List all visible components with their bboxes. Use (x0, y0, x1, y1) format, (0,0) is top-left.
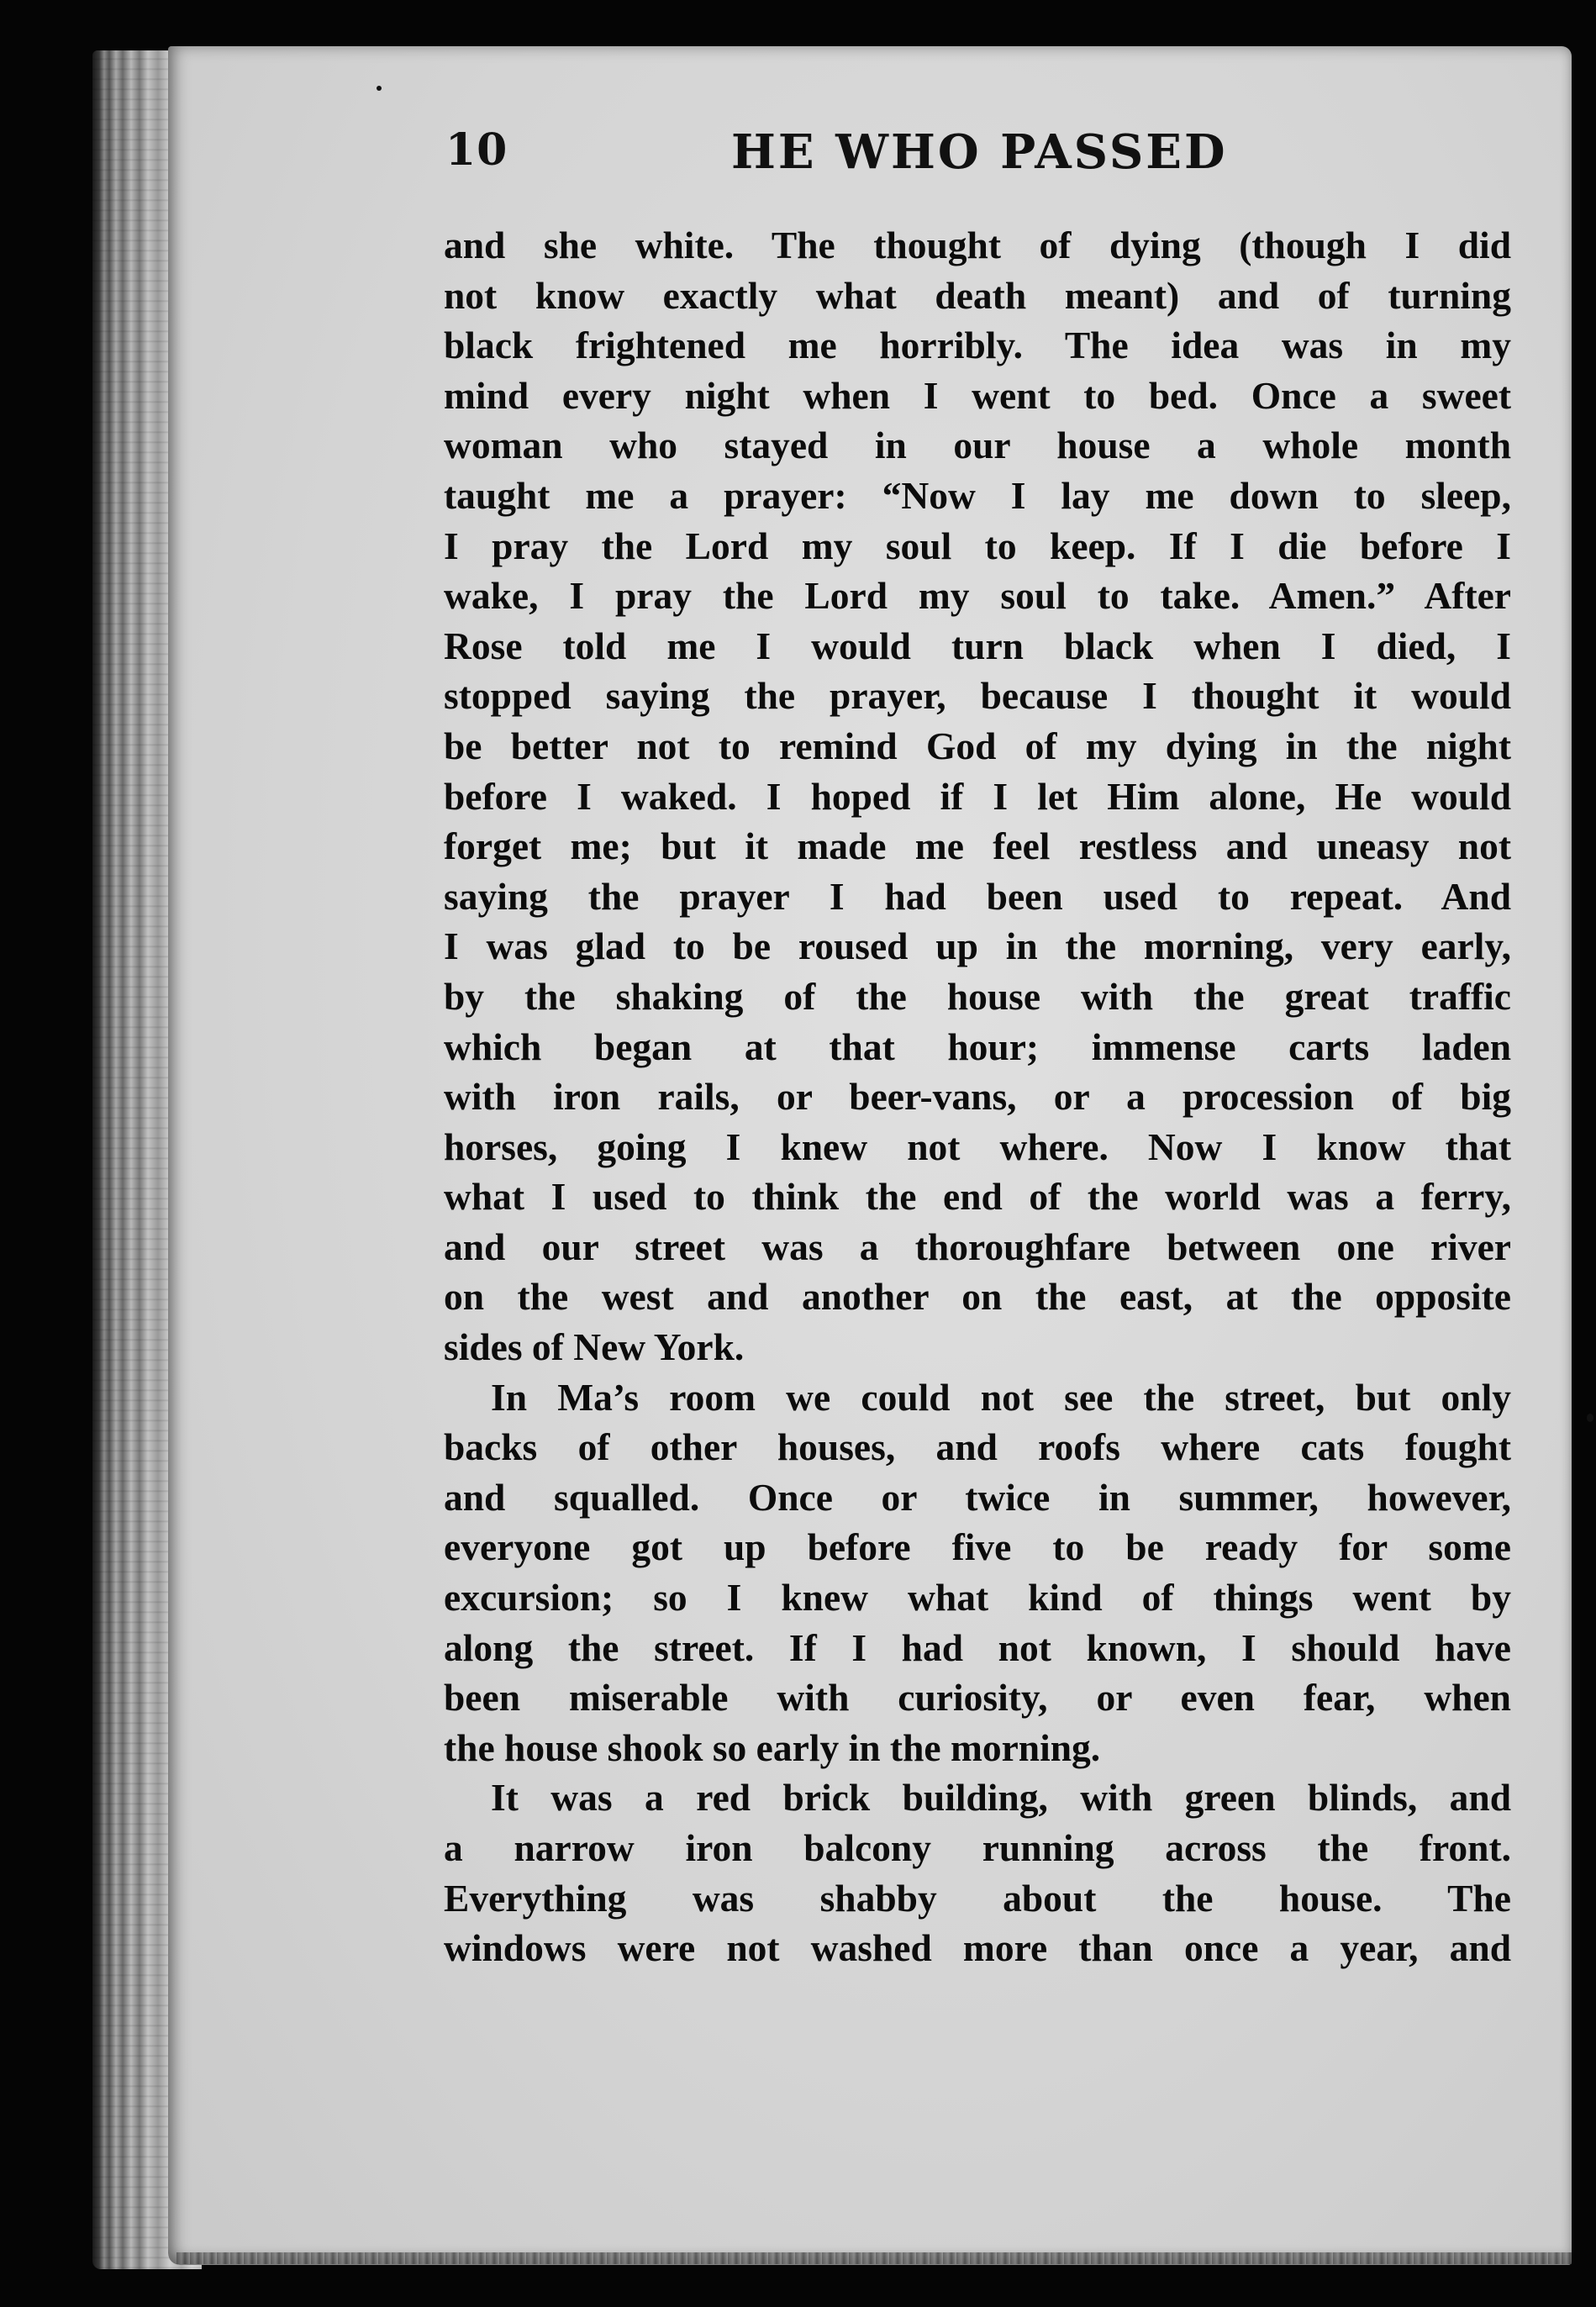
text-line: taught me a prayer: “Now I lay me down to sleep, (444, 473, 1511, 517)
text-line: backs of other houses, and roofs where cats fought (444, 1425, 1511, 1469)
text-line: stopped saying the prayer, because I thought it would (444, 674, 1511, 718)
text-line: along the street. If I had not known, I should have (444, 1625, 1511, 1669)
text-line: windows were not washed more than once a year, and (444, 1926, 1511, 1970)
ink-speck (377, 86, 382, 91)
text-line: saying the prayer I had been used to repeat. And (444, 874, 1511, 918)
text-line: the house shook so early in the morning. (444, 1725, 1101, 1769)
text-line: It was a red brick building, with green blinds, and (491, 1776, 1511, 1820)
text-line: by the shaking of the house with the great traffic (444, 974, 1511, 1018)
text-line: what I used to think the end of the world was a ferry, (444, 1175, 1511, 1219)
text-line: woman who stayed in our house a whole month (444, 424, 1511, 467)
text-line: before I waked. I hoped if I let Him alone, He would (444, 774, 1511, 818)
text-line: with iron rails, or beer-vans, or a procession of big (444, 1075, 1511, 1119)
text-line: which began at that hour; immense carts laden (444, 1024, 1511, 1068)
text-line: and our street was a thoroughfare between one river (444, 1225, 1511, 1268)
text-line: not know exactly what death meant) and of turning (444, 273, 1511, 317)
text-line: I was glad to be roused up in the morning, very early, (444, 924, 1511, 968)
text-line: everyone got up before five to be ready for some (444, 1525, 1511, 1569)
text-line: sides of New York. (444, 1325, 745, 1369)
text-line: and squalled. Once or twice in summer, however, (444, 1475, 1511, 1519)
text-line: a narrow iron balcony running across the front. (444, 1826, 1511, 1869)
text-line: forget me; but it made me feel restless and uneasy not (444, 824, 1511, 868)
text-line: mind every night when I went to bed. Once a sweet (444, 373, 1511, 417)
running-title: HE WHO PASSED (731, 124, 1228, 180)
text-line: In Ma’s room we could not see the street, but only (491, 1375, 1511, 1419)
running-head (445, 124, 1513, 192)
text-line: excursion; so I knew what kind of things went by (444, 1576, 1511, 1620)
text-line: be better not to remind God of my dying in the night (444, 724, 1511, 767)
text-line: wake, I pray the Lord my soul to take. Amen.” After (444, 574, 1511, 618)
page-number: 10 (445, 124, 508, 176)
ink-speck (1587, 1414, 1593, 1422)
page-bottom-edge (176, 2252, 1572, 2264)
body-text (444, 220, 1511, 1973)
text-line: been miserable with curiosity, or even fear, when (444, 1676, 1511, 1720)
text-line: and she white. The thought of dying (though I did (444, 224, 1511, 266)
text-line: horses, going I knew not where. Now I know that (444, 1125, 1511, 1168)
text-line: Everything was shabby about the house. The (444, 1876, 1511, 1920)
text-line: I pray the Lord my soul to keep. If I die before I (444, 524, 1511, 567)
text-line: on the west and another on the east, at the opposite (444, 1275, 1511, 1319)
text-line: black frightened me horribly. The idea was in my (444, 324, 1511, 367)
text-line: Rose told me I would turn black when I died, I (444, 624, 1511, 667)
